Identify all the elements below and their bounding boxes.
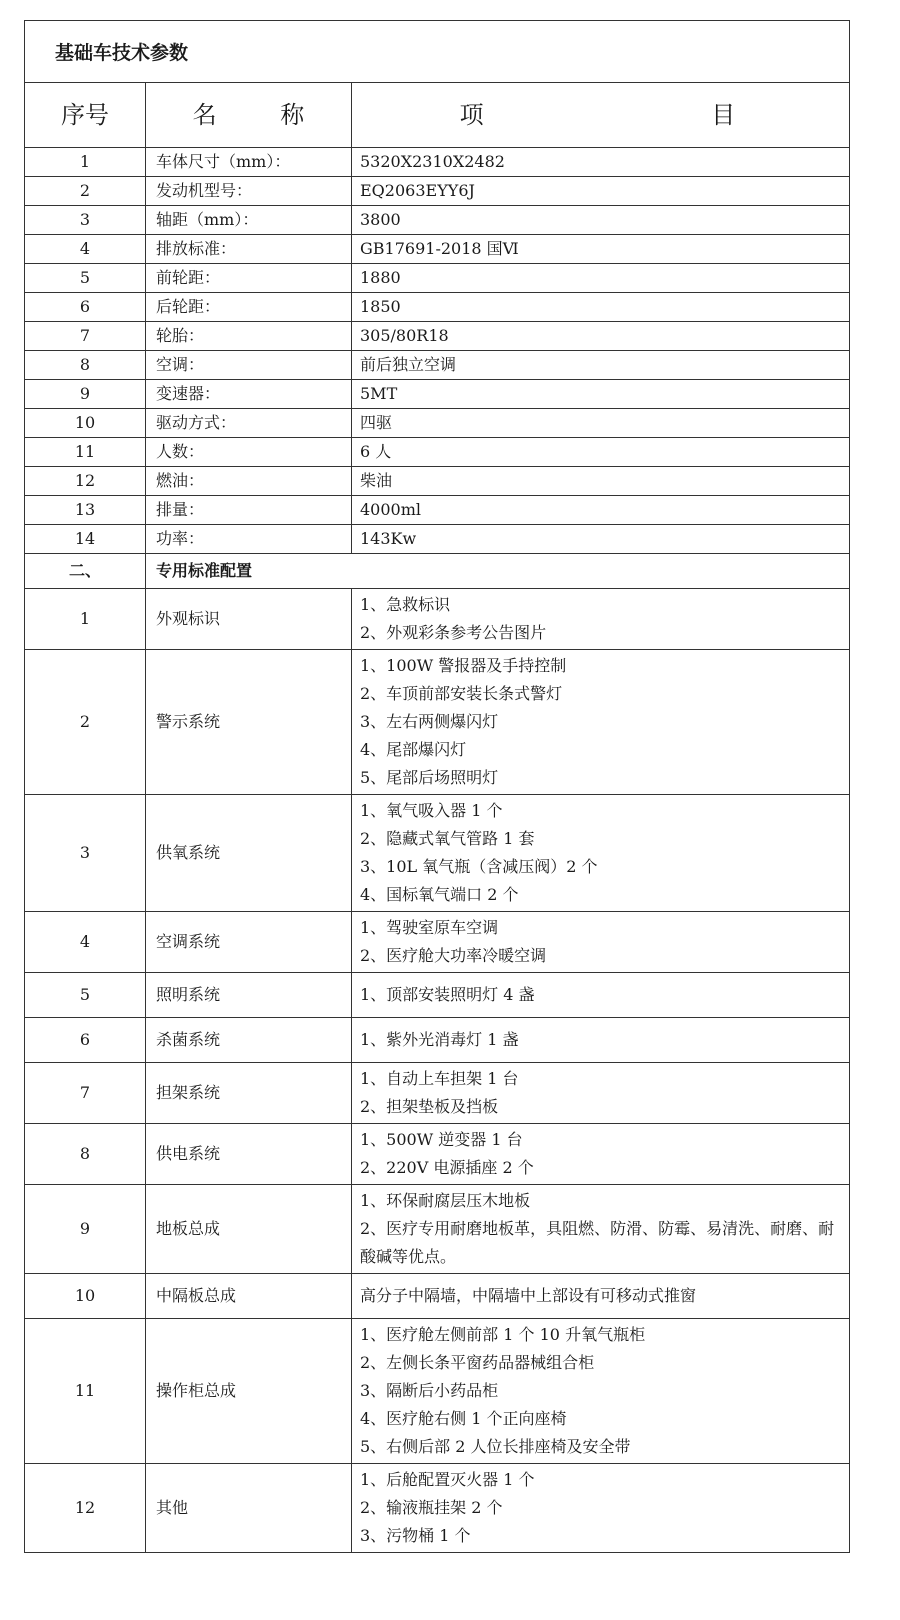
config-no: 9 [25,1185,146,1274]
spec-row [25,380,850,409]
spec-value: 3800 [352,206,850,235]
spec-row [25,438,850,467]
config-name: 操作柜总成 [146,1319,352,1464]
config-row [25,1274,850,1319]
spec-row [25,206,850,235]
config-no: 6 [25,1018,146,1063]
spec-value: GB17691-2018 国Ⅵ [352,235,850,264]
config-item: 2、外观彩条参考公告图片 [360,623,547,642]
config-name: 外观标识 [146,589,352,650]
config-name: 警示系统 [146,650,352,795]
config-item: 2、医疗专用耐磨地板革，具阻燃、防滑、防霉、易清洗、耐磨、耐酸碱等优点。 [360,1219,835,1266]
header-item [352,83,850,148]
spec-no: 11 [25,438,146,467]
config-name: 担架系统 [146,1063,352,1124]
spec-row [25,496,850,525]
config-row [25,795,850,912]
config-items [352,1274,850,1319]
spec-row [25,409,850,438]
header-name [146,83,352,148]
config-item: 1、顶部安装照明灯 4 盏 [360,985,535,1004]
config-item: 1、医疗舱左侧前部 1 个 10 升氧气瓶柜 [360,1325,646,1344]
spec-value: 柴油 [352,467,850,496]
spec-row [25,235,850,264]
config-item: 1、500W 逆变器 1 台 [360,1130,523,1149]
spec-value: 6 人 [352,438,850,467]
spec-no: 6 [25,293,146,322]
config-item: 3、污物桶 1 个 [360,1526,471,1545]
spec-name: 空调： [146,351,352,380]
spec-value: 1880 [352,264,850,293]
config-row [25,1464,850,1553]
spec-value: 5320X2310X2482 [352,148,850,177]
config-row [25,912,850,973]
spec-row [25,322,850,351]
spec-name: 人数： [146,438,352,467]
table-header-row [25,83,850,148]
config-name: 地板总成 [146,1185,352,1274]
config-item: 4、医疗舱右侧 1 个正向座椅 [360,1409,567,1428]
config-items [352,650,850,795]
config-row [25,1124,850,1185]
config-no: 12 [25,1464,146,1553]
config-item: 高分子中隔墙，中隔墙中上部设有可移动式推窗 [360,1286,697,1305]
config-item: 2、担架垫板及挡板 [360,1097,499,1116]
config-item: 1、自动上车担架 1 台 [360,1069,519,1088]
spec-row [25,525,850,554]
config-items [352,589,850,650]
spec-name: 后轮距： [146,293,352,322]
config-item: 2、220V 电源插座 2 个 [360,1158,534,1177]
config-items [352,973,850,1018]
spec-name: 车体尺寸（mm）： [146,148,352,177]
config-no: 3 [25,795,146,912]
spec-value: 4000ml [352,496,850,525]
config-name: 空调系统 [146,912,352,973]
page-title: 基础车技术参数 [24,20,850,82]
config-item: 1、环保耐腐层压木地板 [360,1191,531,1210]
config-row [25,589,850,650]
config-item: 2、输液瓶挂架 2 个 [360,1498,503,1517]
spec-value: 前后独立空调 [352,351,850,380]
spec-value: 5MT [352,380,850,409]
config-no: 2 [25,650,146,795]
spec-no: 10 [25,409,146,438]
spec-name: 轴距（mm）： [146,206,352,235]
spec-name: 变速器： [146,380,352,409]
spec-sheet [24,20,850,1553]
config-row [25,1063,850,1124]
spec-name: 燃油： [146,467,352,496]
spec-no: 9 [25,380,146,409]
section-row [25,554,850,589]
spec-no: 4 [25,235,146,264]
config-item: 2、车顶前部安装长条式警灯 [360,684,563,703]
config-row [25,973,850,1018]
spec-row [25,293,850,322]
config-item: 1、氧气吸入器 1 个 [360,801,503,820]
config-items [352,795,850,912]
spec-value: 305/80R18 [352,322,850,351]
config-item: 1、100W 警报器及手持控制 [360,656,567,675]
config-row [25,650,850,795]
spec-name: 排量： [146,496,352,525]
config-items [352,1124,850,1185]
spec-name: 排放标准： [146,235,352,264]
spec-no: 8 [25,351,146,380]
config-row [25,1319,850,1464]
spec-no: 13 [25,496,146,525]
config-items [352,1018,850,1063]
spec-name: 轮胎： [146,322,352,351]
config-name: 中隔板总成 [146,1274,352,1319]
spec-no: 7 [25,322,146,351]
spec-name: 驱动方式： [146,409,352,438]
config-no: 5 [25,973,146,1018]
spec-name: 发动机型号： [146,177,352,206]
config-item: 3、隔断后小药品柜 [360,1381,499,1400]
header-item-label: 项 目 [459,101,846,129]
config-item: 2、医疗舱大功率冷暖空调 [360,946,547,965]
config-name: 供氧系统 [146,795,352,912]
config-item: 1、急救标识 [360,595,451,614]
config-row [25,1185,850,1274]
config-item: 3、左右两侧爆闪灯 [360,712,499,731]
config-item: 1、驾驶室原车空调 [360,918,499,937]
spec-no: 2 [25,177,146,206]
section-no: 二、 [25,554,146,589]
config-row [25,1018,850,1063]
config-items [352,1464,850,1553]
spec-value: EQ2063EYY6J [352,177,850,206]
config-no: 1 [25,589,146,650]
config-item: 1、紫外光消毒灯 1 盏 [360,1030,519,1049]
spec-row [25,467,850,496]
config-item: 5、右侧后部 2 人位长排座椅及安全带 [360,1437,631,1456]
config-item: 5、尾部后场照明灯 [360,768,499,787]
config-item: 2、左侧长条平窗药品器械组合柜 [360,1353,595,1372]
header-name-label: 名 称 [192,101,333,129]
spec-no: 3 [25,206,146,235]
config-items [352,1319,850,1464]
section-label: 专用标准配置 [146,554,850,589]
config-items [352,1185,850,1274]
config-item: 1、后舱配置灭火器 1 个 [360,1470,535,1489]
config-item: 4、国标氧气端口 2 个 [360,885,519,904]
config-no: 7 [25,1063,146,1124]
config-no: 10 [25,1274,146,1319]
spec-value: 143Kw [352,525,850,554]
spec-row [25,177,850,206]
spec-value: 四驱 [352,409,850,438]
config-item: 4、尾部爆闪灯 [360,740,467,759]
config-name: 其他 [146,1464,352,1553]
spec-no: 1 [25,148,146,177]
header-no: 序号 [25,83,146,148]
spec-name: 前轮距： [146,264,352,293]
spec-row [25,148,850,177]
config-items [352,1063,850,1124]
config-name: 照明系统 [146,973,352,1018]
config-item: 3、10L 氧气瓶（含减压阀）2 个 [360,857,598,876]
config-no: 4 [25,912,146,973]
spec-row [25,351,850,380]
config-no: 11 [25,1319,146,1464]
spec-no: 5 [25,264,146,293]
spec-no: 12 [25,467,146,496]
spec-value: 1850 [352,293,850,322]
spec-row [25,264,850,293]
config-name: 杀菌系统 [146,1018,352,1063]
spec-name: 功率： [146,525,352,554]
config-no: 8 [25,1124,146,1185]
config-item: 2、隐藏式氧气管路 1 套 [360,829,535,848]
spec-no: 14 [25,525,146,554]
config-name: 供电系统 [146,1124,352,1185]
spec-table [24,82,850,1553]
config-items [352,912,850,973]
